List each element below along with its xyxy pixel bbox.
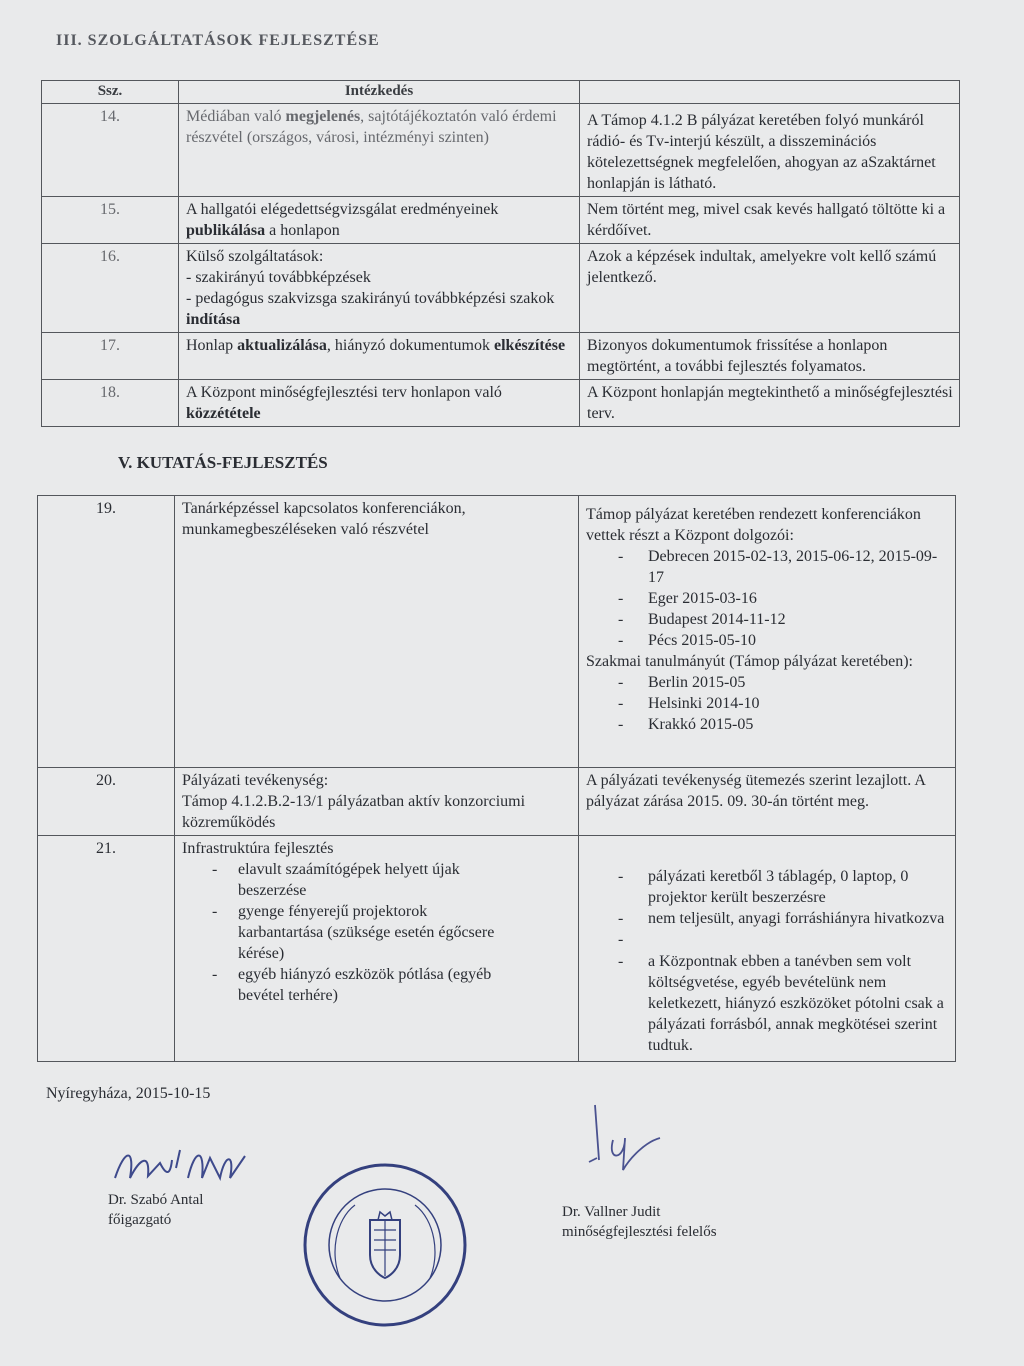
research-table bbox=[37, 495, 956, 1062]
row-measure bbox=[179, 197, 580, 244]
list-item: - elavult szaámítógépek helyett újak beszerzése bbox=[182, 859, 502, 901]
list-item: - Pécs 2015-05-10 bbox=[586, 630, 949, 651]
measure-line: Infrastruktúra fejlesztés bbox=[182, 840, 334, 857]
place-date: Nyíregyháza, 2015-10-15 bbox=[46, 1085, 211, 1102]
list-item: - nem teljesült, anyagi forráshiányra hivatkozva bbox=[586, 908, 949, 929]
signature-left bbox=[110, 1138, 260, 1193]
section-title-services: III. SZOLGÁLTATÁSOK FEJLESZTÉSE bbox=[56, 32, 380, 49]
row-measure bbox=[179, 244, 580, 333]
row-number: 17. bbox=[42, 333, 179, 380]
measure-text: - pedagógus szakvizsga szakirányú továbbképzési szakok bbox=[186, 290, 555, 307]
table-row bbox=[42, 104, 960, 197]
measure-line bbox=[186, 288, 573, 330]
signature-right bbox=[575, 1100, 665, 1180]
list-item: - Krakkó 2015-05 bbox=[586, 714, 949, 735]
list-item: - Helsinki 2014-10 bbox=[586, 693, 949, 714]
row-measure: Tanárképzéssel kapcsolatos konferenciákon, munkamegbeszéléseken való részvétel bbox=[175, 496, 579, 768]
list-item: - Budapest 2014-11-12 bbox=[586, 609, 949, 630]
row-number: 20. bbox=[38, 768, 175, 836]
measure-text: Médiában való bbox=[186, 108, 286, 125]
header-measure: Intézkedés bbox=[179, 81, 580, 104]
measure-text: A hallgatói elégedettségvizsgálat eredményeinek bbox=[186, 201, 499, 218]
list-spacer bbox=[586, 929, 949, 951]
measure-bold: publikálása bbox=[186, 222, 266, 239]
section-title-research: V. KUTATÁS-FEJLESZTÉS bbox=[118, 453, 328, 472]
measure-text: , hiányzó dokumentumok bbox=[326, 337, 494, 354]
measure-bold: aktualizálása bbox=[237, 337, 327, 354]
table-row bbox=[42, 244, 960, 333]
measure-text: a honlapon bbox=[265, 222, 340, 239]
right-signatory bbox=[562, 1202, 717, 1242]
measure-text: A Központ minőségfejlesztési terv honlapon való bbox=[186, 384, 502, 401]
measure-bold: indítása bbox=[186, 311, 241, 328]
result-study: Szakmai tanulmányút (Támop pályázat keretében): bbox=[586, 653, 913, 670]
header-no: Ssz. bbox=[42, 81, 179, 104]
measure-line: - szakirányú továbbképzések bbox=[186, 269, 371, 286]
measure-text: Honlap bbox=[186, 337, 238, 354]
measure-bold: közzététele bbox=[186, 405, 261, 422]
result-intro: Támop pályázat keretében rendezett konferenciákon vettek részt a Központ dolgozói: bbox=[586, 506, 921, 544]
table-row bbox=[42, 197, 960, 244]
table-row bbox=[38, 836, 956, 1062]
table-row bbox=[42, 380, 960, 427]
list-item: - gyenge fényerejű projektorok karbantartása (szüksége esetén égőcsere kérése) bbox=[182, 901, 502, 964]
row-number: 15. bbox=[42, 197, 179, 244]
services-table bbox=[41, 80, 960, 427]
row-number: 14. bbox=[42, 104, 179, 197]
infrastructure-list bbox=[182, 859, 572, 1006]
official-stamp bbox=[300, 1160, 470, 1330]
measure-bold: megjelenés bbox=[285, 108, 361, 125]
table-row bbox=[38, 768, 956, 836]
list-item: - Eger 2015-03-16 bbox=[586, 588, 949, 609]
table-row bbox=[42, 333, 960, 380]
row-number: 19. bbox=[38, 496, 175, 768]
list-item: - Debrecen 2015-02-13, 2015-06-12, 2015-09-17 bbox=[586, 546, 949, 588]
row-measure bbox=[179, 333, 580, 380]
measure-line: Külső szolgáltatások: bbox=[186, 248, 324, 265]
list-item: - Berlin 2015-05 bbox=[586, 672, 949, 693]
row-number: 21. bbox=[38, 836, 175, 1062]
row-result: A Támop 4.1.2 B pályázat keretében folyó munkáról rádió- és Tv-interjú készült, a disszeminációs kötelezettségnek megfelelően, ahogyan az aSzaktárnet honlapján is látható. bbox=[580, 104, 960, 197]
signatory-name: Dr. Szabó Antal bbox=[108, 1192, 204, 1208]
signatory-title: főigazgató bbox=[108, 1212, 172, 1228]
row-result: A pályázati tevékenység ütemezés szerint lezajlott. A pályázat zárása 2015. 09. 30-án történt meg. bbox=[579, 768, 956, 836]
list-item: - pályázati keretből 3 táblagép, 0 laptop, 0 projektor került beszerzésre bbox=[586, 866, 949, 908]
row-number: 16. bbox=[42, 244, 179, 333]
row-measure bbox=[179, 104, 580, 197]
row-number: 18. bbox=[42, 380, 179, 427]
row-result: Azok a képzések indultak, amelyekre volt kellő számú jelentkező. bbox=[580, 244, 960, 333]
row-measure bbox=[175, 768, 579, 836]
conference-list bbox=[586, 546, 949, 651]
row-measure bbox=[175, 836, 579, 1062]
measure-bold: elkészítése bbox=[494, 337, 566, 354]
signatory-title: minőségfejlesztési felelős bbox=[562, 1224, 717, 1240]
table-header-row bbox=[42, 81, 960, 104]
signatory-name: Dr. Vallner Judit bbox=[562, 1204, 661, 1220]
measure-line: Pályázati tevékenység: bbox=[182, 772, 329, 789]
row-measure bbox=[179, 380, 580, 427]
table-row bbox=[38, 496, 956, 768]
measure-line: Támop 4.1.2.B.2-13/1 pályázatban aktív konzorciumi közreműködés bbox=[182, 793, 526, 831]
measure-text: , sajtótájékoztatón való érdemi részvétel (országos, városi, intézményi szinten) bbox=[186, 108, 557, 146]
left-signatory bbox=[108, 1190, 203, 1230]
list-item: - egyéb hiányzó eszközök pótlása (egyéb bevétel terhére) bbox=[182, 964, 502, 1006]
row-result: Nem történt meg, mivel csak kevés hallgató töltötte ki a kérdőívet. bbox=[580, 197, 960, 244]
list-item: - a Központnak ebben a tanévben sem volt költségvetése, egyéb bevételünk nem keletkezett, hiányzó eszközöket pótolni csak a pályázati forrásból, annak megkötései szerint tudtuk. bbox=[586, 951, 949, 1056]
row-result bbox=[579, 836, 956, 1062]
row-result: A Központ honlapján megtekinthető a minőségfejlesztési terv. bbox=[580, 380, 960, 427]
infrastructure-results bbox=[586, 866, 949, 1056]
header-result bbox=[580, 81, 960, 104]
trip-list bbox=[586, 672, 949, 735]
row-result: Bizonyos dokumentumok frissítése a honlapon megtörtént, a további fejlesztés folyamatos. bbox=[580, 333, 960, 380]
row-result bbox=[579, 496, 956, 768]
